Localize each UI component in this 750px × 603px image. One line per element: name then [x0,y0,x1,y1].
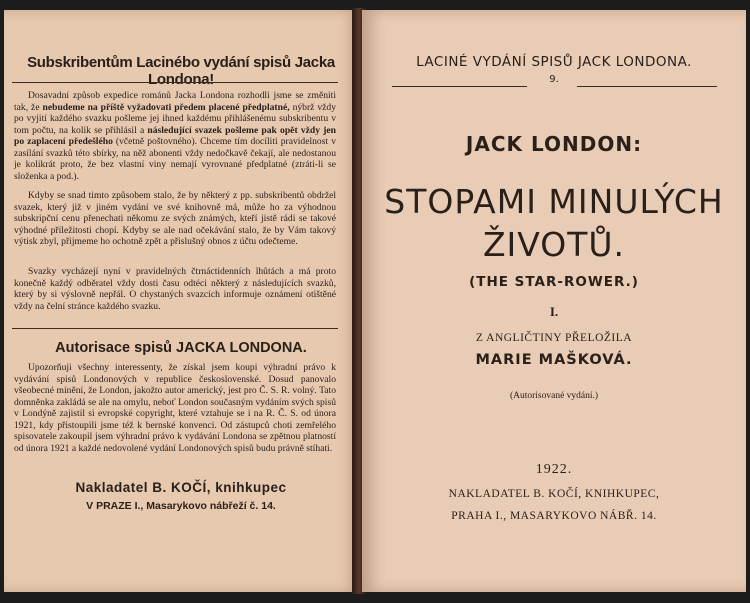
divider [392,86,527,87]
original-title: (THE STAR-ROWER.) [469,274,639,290]
subscribers-heading: Subskribentům Lacinébo vydání spisů Jacka Londona! [27,54,335,88]
paragraph-3: Svazky vycházejí nyní v pravidelných čtrnáctidenních lhůtách a má proto konečně každý odběratel vždy dosti času odtéci některý z následujících svazků, který by si výslovně nepřál. O chystaných svazcích informuje oznámení otištěné vždy na čelní stránce každého svazku. [14,266,336,312]
publisher-name: Nakladatel B. KOČÍ, knihkupec [75,480,287,495]
divider [577,86,717,87]
paragraph-2: Kdyby se snad timto způsobem stalo, že by některý z pp. subskribentů obdržel svazek, který již v jiném vydání ve své knihovně má, může ho za výhodnou subskripční cenu přenechati někomu ze svých známých, kteří jistě rádi se takové výhodné příležitosti chopí. Kdyby se ale nad očekávání stalo, že by Vám takový výtisk zbyl, přijmeme ho ochotně zpět a přislušný obnos z účtu odečteme. [14,190,336,247]
translation-note: Z ANGLIČTINY PŘELOŽILA [475,332,633,344]
divider [12,328,338,329]
translator-name: MARIE MAŠKOVÁ. [475,352,633,368]
left-page [4,10,358,592]
right-page [362,10,746,592]
publisher-address: PRAHA I., MASARYKOVO NÁBŘ. 14. [451,510,657,522]
series-title: LACINÉ VYDÁNÍ SPISŮ JACK LONDONA. [416,54,692,70]
authorisation-heading: Autorisace spisů JACKA LONDONA. [55,340,307,356]
authorised-note: (Autorisované vydání.) [509,391,599,401]
paragraph-4: Upozorňuji všechny interessenty, že získal jsem koupi výhradní právo k vydávání spisů Londonových v republice československé. Dosud panovalo všeobecné mínění, že London, jakožto autor americký, jest pro Č. S. R. volný. Tato domněnka zakládá se ale na omylu, neboť London současným vydáním svých spisů v Londýně zajistil si evropské copyright, které vztahuje se i na R. Č. S. od února 1921, kdy přistoupili jsme též k bernské konvenci. Od zástupců choti zemřelého spisovatele zakoupil jsem výhradní právo k vydávání Londona se zpětnou platností od února 1921 a každé nedovolené vydání Londonových spisů budu právně stíhati. [14,362,336,454]
author-name: JACK LONDON: [465,132,643,156]
part-number: I. [549,304,559,319]
publisher-address: V PRAZE I., Masarykovo nábřeží č. 14. [86,500,276,512]
publisher-line: NAKLADATEL B. KOČÍ, KNIHKUPEC, [448,488,660,500]
divider [12,82,338,83]
paragraph-1: Dosavadní způsob expedice románů Jacka Londona rozhodli jsme se změniti tak, že nebudeme na příště vyžadovati předem placené předplatné, nýbrž vždy po vyjití každého svazku pošleme jej ihned každému přihlášenému subskribentu v tom počtu, na kolik se přihlásil a následující svazek pošleme pak opět vždy jen po zaplacení předešlého (včetně poštovného). Chceme tím docíliti pravidelnost v zasílání svazků této sbírky, na něž abonenti vždy nedočkavě čekají, ale nedostanou je kolikrát proto, že bez vlastní viny nemají vyrovnané předplatné (ztráti-li se složenka a pod.). [14,90,336,182]
volume-number: 9. [549,74,559,85]
publication-year: 1922. [535,462,573,477]
book-title: STOPAMI MINULÝCH ŽIVOTŮ. [384,182,724,264]
